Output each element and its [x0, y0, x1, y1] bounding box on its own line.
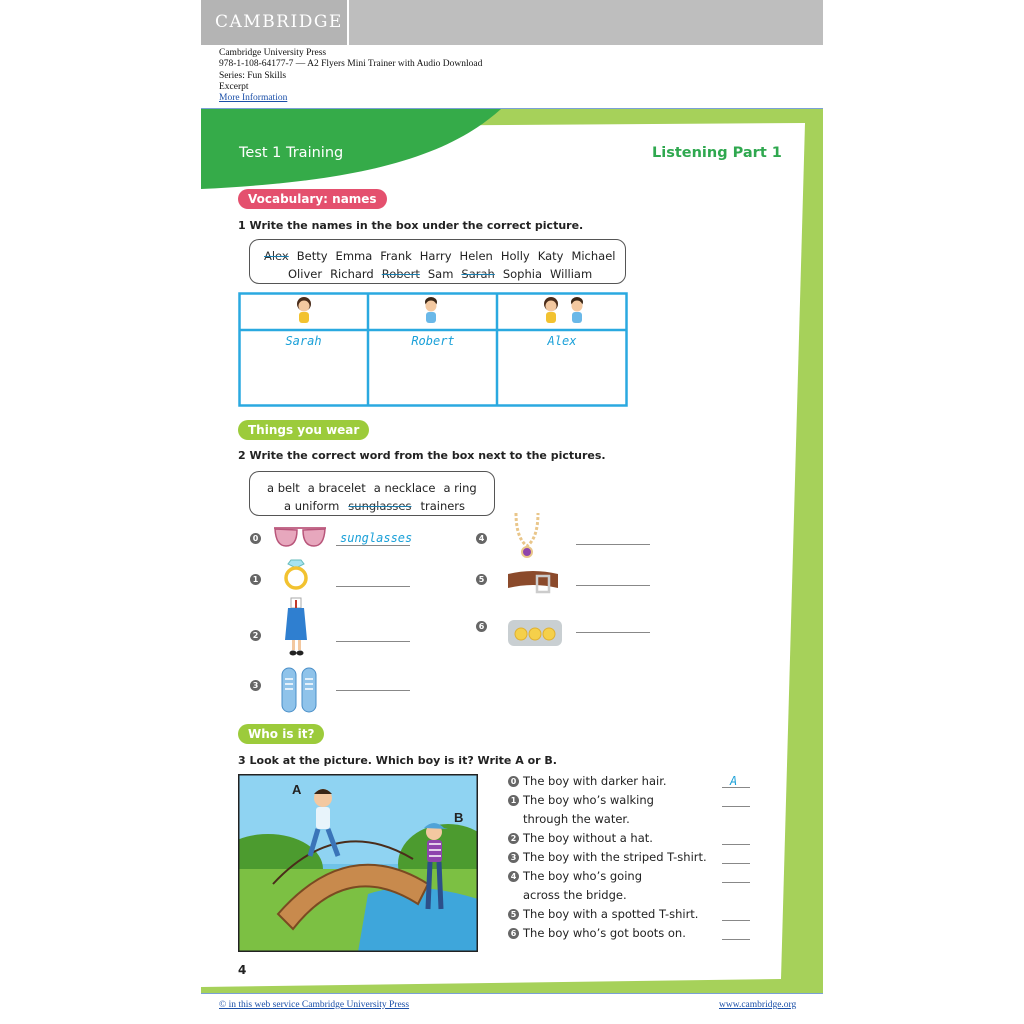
word-harry: Harry: [419, 249, 452, 263]
answer-cell-3: Alex: [547, 334, 577, 348]
belt-icon: [505, 566, 561, 598]
cambridge-logo: CAMBRIDGE: [215, 12, 343, 32]
label-a: A: [292, 782, 302, 797]
meta-series: Series: Fun Skills: [219, 70, 287, 81]
word-a-necklace: a necklace: [373, 481, 436, 495]
question-number-1: 1: [508, 795, 519, 806]
wear-row-2: [284, 495, 474, 514]
word-alex: Alex: [264, 249, 289, 263]
pill-things-you-wear: Things you wear: [238, 420, 369, 440]
meta-isbn: 978-1-108-64177-7 — A2 Flyers Mini Trainer with Audio Download: [219, 59, 483, 70]
word-michael: Michael: [571, 249, 616, 263]
question-line: [508, 848, 758, 867]
bracelet-icon: [505, 616, 565, 650]
bottom-rule: [201, 993, 823, 994]
word-sophia: Sophia: [502, 267, 543, 281]
task-2-number: 2: [238, 449, 246, 462]
answer-line: [722, 939, 750, 940]
task-3-number: 3: [238, 754, 246, 767]
word-katy: Katy: [537, 249, 564, 263]
label-b: B: [454, 810, 464, 825]
question-line: [508, 886, 758, 905]
task-1-instruction: [238, 219, 583, 232]
names-row-1: [264, 245, 623, 264]
word-frank: Frank: [380, 249, 412, 263]
word-emma: Emma: [335, 249, 373, 263]
answer-cell-1: Sarah: [285, 334, 322, 348]
question-number-5: 5: [508, 909, 519, 920]
word-sam: Sam: [427, 267, 454, 281]
more-information-link[interactable]: More Information: [219, 93, 288, 104]
question-number-4: 4: [508, 871, 519, 882]
wear-row-1: [267, 477, 485, 496]
clothes-word-box: [249, 471, 495, 516]
word-a-ring: a ring: [443, 481, 477, 495]
question-line: [508, 924, 758, 943]
names-word-box: [249, 239, 626, 284]
answer-line-0: [336, 545, 410, 546]
pill-who-is-it: Who is it?: [238, 724, 324, 744]
question-number-2: 2: [508, 833, 519, 844]
answer-line-3: [336, 690, 410, 691]
task-2-text: Write the correct word from the box next to the pictures.: [249, 449, 606, 462]
question-text: across the bridge.: [523, 888, 627, 902]
word-holly: Holly: [500, 249, 530, 263]
word-sunglasses: sunglasses: [348, 499, 412, 513]
necklace-icon: [510, 510, 544, 560]
word-oliver: Oliver: [288, 267, 323, 281]
sunglasses-icon: [272, 524, 328, 550]
item-number-3: 3: [250, 680, 261, 691]
question-text: The boy with darker hair.: [523, 774, 667, 788]
word-sarah: Sarah: [461, 267, 495, 281]
trainers-icon: [278, 665, 320, 715]
word-robert: Robert: [381, 267, 420, 281]
item-number-5: 5: [476, 574, 487, 585]
word-a-uniform: a uniform: [284, 499, 340, 513]
item-number-4: 4: [476, 533, 487, 544]
example-answer: sunglasses: [340, 531, 413, 545]
question-line: [508, 905, 758, 924]
item-number-1: 1: [250, 574, 261, 585]
word-william: William: [550, 267, 593, 281]
ring-icon: [280, 557, 312, 591]
answer-line-6: [576, 632, 650, 633]
answer-line: [722, 920, 750, 921]
question-line: [508, 829, 758, 848]
question-list: [508, 772, 758, 943]
answer-line: [722, 863, 750, 864]
names-row-2: [288, 263, 600, 282]
word-helen: Helen: [459, 249, 493, 263]
task-1-number: 1: [238, 219, 246, 232]
test-title: Test 1 Training: [239, 145, 344, 161]
word-a-belt: a belt: [267, 481, 300, 495]
question-text: The boy who’s walking: [523, 793, 654, 807]
question-number-6: 6: [508, 928, 519, 939]
question-text: The boy with the striped T-shirt.: [523, 850, 707, 864]
question-text: The boy with a spotted T-shirt.: [523, 907, 699, 921]
pill-vocabulary-names: Vocabulary: names: [238, 189, 387, 209]
uniform-icon: [280, 596, 312, 660]
answer-line-4: [576, 544, 650, 545]
word-betty: Betty: [296, 249, 328, 263]
item-number-2: 2: [250, 630, 261, 641]
answer-line: [722, 806, 750, 807]
question-text: The boy who’s got boots on.: [523, 926, 686, 940]
item-number-0: 0: [250, 533, 261, 544]
question-number-0: 0: [508, 776, 519, 787]
question-text: The boy who’s going: [523, 869, 642, 883]
item-number-6: 6: [476, 621, 487, 632]
word-trainers: trainers: [420, 499, 466, 513]
part-title: Listening Part 1: [652, 145, 782, 161]
question-line: [508, 810, 758, 829]
page-number: 4: [238, 963, 247, 977]
answer-line-5: [576, 585, 650, 586]
example-answer-a: A: [730, 774, 738, 788]
names-grid: [238, 292, 628, 407]
task-2-instruction: [238, 449, 606, 462]
question-number-3: 3: [508, 852, 519, 863]
word-a-bracelet: a bracelet: [307, 481, 366, 495]
task-3-text: Look at the picture. Which boy is it? Write A or B.: [249, 754, 557, 767]
question-text: The boy without a hat.: [523, 831, 653, 845]
answer-line-1: [336, 586, 410, 587]
publication-meta: [219, 48, 482, 104]
answer-line: [722, 882, 750, 883]
task-3-instruction: [238, 754, 557, 767]
question-line: [508, 791, 758, 810]
answer-cell-2: Robert: [411, 334, 455, 348]
task-1-text: Write the names in the box under the correct picture.: [249, 219, 584, 232]
meta-excerpt: Excerpt: [219, 81, 249, 92]
answer-line: [722, 844, 750, 845]
word-richard: Richard: [330, 267, 374, 281]
question-line: [508, 867, 758, 886]
copyright-link[interactable]: © in this web service Cambridge University Press: [219, 1000, 410, 1010]
meta-publisher: Cambridge University Press: [219, 48, 327, 58]
question-text: through the water.: [523, 812, 630, 826]
question-line: [508, 772, 758, 791]
cambridge-site-link[interactable]: www.cambridge.org: [719, 1000, 797, 1010]
answer-line-2: [336, 641, 410, 642]
bridge-scene-picture: [238, 774, 478, 952]
